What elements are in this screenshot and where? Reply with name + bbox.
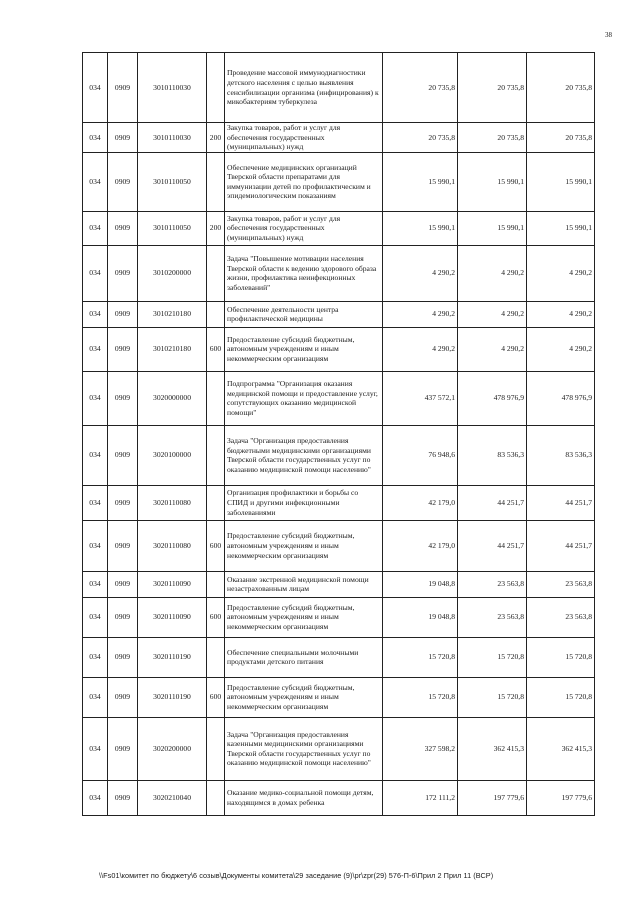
amount-year2-cell: 44 251,7 bbox=[458, 520, 527, 571]
ministry-code-cell: 034 bbox=[83, 520, 108, 571]
description-cell: Задача "Организация предоставления бюджетными медицинскими организациями Тверской области государственных услуг по оказанию медицинской помощи населению" bbox=[225, 425, 383, 485]
table-row bbox=[83, 123, 595, 153]
amount-year2-cell: 15 720,8 bbox=[458, 637, 527, 677]
target-article-cell: 3020110080 bbox=[138, 520, 207, 571]
amount-year1-cell: 327 598,2 bbox=[383, 717, 458, 780]
section-code-cell: 0909 bbox=[108, 327, 138, 371]
expense-type-cell bbox=[207, 637, 225, 677]
target-article-cell: 3010110030 bbox=[138, 123, 207, 153]
table-row bbox=[83, 485, 595, 520]
expense-type-cell bbox=[207, 245, 225, 301]
target-article-cell: 3020000000 bbox=[138, 371, 207, 425]
section-code-cell: 0909 bbox=[108, 211, 138, 245]
amount-year1-cell: 20 735,8 bbox=[383, 53, 458, 123]
ministry-code-cell: 034 bbox=[83, 123, 108, 153]
amount-year3-cell: 362 415,3 bbox=[527, 717, 595, 780]
amount-year1-cell: 15 990,1 bbox=[383, 211, 458, 245]
target-article-cell: 3020210040 bbox=[138, 780, 207, 815]
target-article-cell: 3020110080 bbox=[138, 485, 207, 520]
section-code-cell: 0909 bbox=[108, 123, 138, 153]
expense-type-cell bbox=[207, 485, 225, 520]
target-article-cell: 3010210180 bbox=[138, 327, 207, 371]
table-row bbox=[83, 301, 595, 327]
table-body bbox=[83, 53, 595, 816]
amount-year2-cell: 20 735,8 bbox=[458, 123, 527, 153]
table-row bbox=[83, 152, 595, 211]
amount-year3-cell: 15 990,1 bbox=[527, 152, 595, 211]
table-row bbox=[83, 327, 595, 371]
amount-year3-cell: 478 976,9 bbox=[527, 371, 595, 425]
amount-year2-cell: 4 290,2 bbox=[458, 327, 527, 371]
table-row bbox=[83, 637, 595, 677]
amount-year3-cell: 4 290,2 bbox=[527, 301, 595, 327]
target-article-cell: 3020110090 bbox=[138, 597, 207, 637]
table-row bbox=[83, 597, 595, 637]
expense-type-cell bbox=[207, 717, 225, 780]
expense-type-cell: 600 bbox=[207, 520, 225, 571]
table-row bbox=[83, 53, 595, 123]
ministry-code-cell: 034 bbox=[83, 425, 108, 485]
amount-year1-cell: 15 990,1 bbox=[383, 152, 458, 211]
section-code-cell: 0909 bbox=[108, 597, 138, 637]
table-row bbox=[83, 780, 595, 815]
target-article-cell: 3010110030 bbox=[138, 53, 207, 123]
amount-year2-cell: 23 563,8 bbox=[458, 571, 527, 597]
section-code-cell: 0909 bbox=[108, 637, 138, 677]
amount-year3-cell: 44 251,7 bbox=[527, 520, 595, 571]
target-article-cell: 3020110190 bbox=[138, 677, 207, 717]
amount-year2-cell: 23 563,8 bbox=[458, 597, 527, 637]
expense-type-cell: 200 bbox=[207, 211, 225, 245]
ministry-code-cell: 034 bbox=[83, 677, 108, 717]
target-article-cell: 3010110050 bbox=[138, 211, 207, 245]
ministry-code-cell: 034 bbox=[83, 571, 108, 597]
section-code-cell: 0909 bbox=[108, 152, 138, 211]
ministry-code-cell: 034 bbox=[83, 53, 108, 123]
amount-year3-cell: 4 290,2 bbox=[527, 245, 595, 301]
target-article-cell: 3010110050 bbox=[138, 152, 207, 211]
section-code-cell: 0909 bbox=[108, 425, 138, 485]
amount-year1-cell: 15 720,8 bbox=[383, 677, 458, 717]
table-row bbox=[83, 425, 595, 485]
amount-year3-cell: 4 290,2 bbox=[527, 327, 595, 371]
target-article-cell: 3020200000 bbox=[138, 717, 207, 780]
amount-year1-cell: 42 179,0 bbox=[383, 520, 458, 571]
amount-year1-cell: 4 290,2 bbox=[383, 327, 458, 371]
ministry-code-cell: 034 bbox=[83, 597, 108, 637]
amount-year2-cell: 20 735,8 bbox=[458, 53, 527, 123]
table-row bbox=[83, 520, 595, 571]
ministry-code-cell: 034 bbox=[83, 780, 108, 815]
amount-year3-cell: 20 735,8 bbox=[527, 53, 595, 123]
section-code-cell: 0909 bbox=[108, 677, 138, 717]
table-row bbox=[83, 571, 595, 597]
description-cell: Подпрограмма "Организация оказания медицинской помощи и предоставление услуг, сопутствующих оказанию медицинской помощи" bbox=[225, 371, 383, 425]
amount-year1-cell: 172 111,2 bbox=[383, 780, 458, 815]
ministry-code-cell: 034 bbox=[83, 717, 108, 780]
amount-year2-cell: 478 976,9 bbox=[458, 371, 527, 425]
section-code-cell: 0909 bbox=[108, 571, 138, 597]
section-code-cell: 0909 bbox=[108, 245, 138, 301]
amount-year2-cell: 15 990,1 bbox=[458, 152, 527, 211]
budget-table bbox=[82, 52, 595, 816]
table-row bbox=[83, 677, 595, 717]
amount-year1-cell: 42 179,0 bbox=[383, 485, 458, 520]
description-cell: Обеспечение специальными молочными продуктами детского питания bbox=[225, 637, 383, 677]
target-article-cell: 3020110190 bbox=[138, 637, 207, 677]
amount-year3-cell: 23 563,8 bbox=[527, 597, 595, 637]
section-code-cell: 0909 bbox=[108, 485, 138, 520]
table-row bbox=[83, 371, 595, 425]
expense-type-cell bbox=[207, 152, 225, 211]
ministry-code-cell: 034 bbox=[83, 327, 108, 371]
amount-year1-cell: 4 290,2 bbox=[383, 301, 458, 327]
amount-year3-cell: 15 720,8 bbox=[527, 637, 595, 677]
expense-type-cell: 600 bbox=[207, 327, 225, 371]
expense-type-cell: 600 bbox=[207, 677, 225, 717]
section-code-cell: 0909 bbox=[108, 371, 138, 425]
amount-year1-cell: 437 572,1 bbox=[383, 371, 458, 425]
amount-year1-cell: 15 720,8 bbox=[383, 637, 458, 677]
amount-year2-cell: 15 720,8 bbox=[458, 677, 527, 717]
amount-year3-cell: 44 251,7 bbox=[527, 485, 595, 520]
amount-year2-cell: 83 536,3 bbox=[458, 425, 527, 485]
amount-year1-cell: 4 290,2 bbox=[383, 245, 458, 301]
description-cell: Обеспечение деятельности центра профилактической медицины bbox=[225, 301, 383, 327]
table-row bbox=[83, 717, 595, 780]
amount-year1-cell: 76 948,6 bbox=[383, 425, 458, 485]
amount-year2-cell: 4 290,2 bbox=[458, 245, 527, 301]
amount-year3-cell: 15 720,8 bbox=[527, 677, 595, 717]
amount-year2-cell: 44 251,7 bbox=[458, 485, 527, 520]
expense-type-cell bbox=[207, 425, 225, 485]
description-cell: Предоставление субсидий бюджетным, автономным учреждениям и иным некоммерческим организациям bbox=[225, 597, 383, 637]
description-cell: Закупка товаров, работ и услуг для обеспечения государственных (муниципальных) нужд bbox=[225, 123, 383, 153]
amount-year2-cell: 197 779,6 bbox=[458, 780, 527, 815]
amount-year1-cell: 20 735,8 bbox=[383, 123, 458, 153]
description-cell: Закупка товаров, работ и услуг для обеспечения государственных (муниципальных) нужд bbox=[225, 211, 383, 245]
section-code-cell: 0909 bbox=[108, 520, 138, 571]
description-cell: Оказание медико-социальной помощи детям, находящимся в домах ребенка bbox=[225, 780, 383, 815]
amount-year3-cell: 83 536,3 bbox=[527, 425, 595, 485]
target-article-cell: 3020110090 bbox=[138, 571, 207, 597]
amount-year2-cell: 15 990,1 bbox=[458, 211, 527, 245]
ministry-code-cell: 034 bbox=[83, 637, 108, 677]
ministry-code-cell: 034 bbox=[83, 211, 108, 245]
amount-year2-cell: 362 415,3 bbox=[458, 717, 527, 780]
description-cell: Предоставление субсидий бюджетным, автономным учреждениям и иным некоммерческим организациям bbox=[225, 327, 383, 371]
target-article-cell: 3010200000 bbox=[138, 245, 207, 301]
amount-year3-cell: 23 563,8 bbox=[527, 571, 595, 597]
ministry-code-cell: 034 bbox=[83, 301, 108, 327]
amount-year2-cell: 4 290,2 bbox=[458, 301, 527, 327]
description-cell: Проведение массовой иммунодиагностики детского населения с целью выявления сенсибилизации организма (инфицирования) к микобактериям туберкулеза bbox=[225, 53, 383, 123]
expense-type-cell bbox=[207, 780, 225, 815]
amount-year1-cell: 19 048,8 bbox=[383, 571, 458, 597]
description-cell: Задача "Организация предоставления казенными медицинскими организациями Тверской области государственных услуг по оказанию медицинской помощи населению" bbox=[225, 717, 383, 780]
footer-file-path: \\Fs01\комитет по бюджету\6 созыв\Документы комитета\29 заседание (9)\pr\zpr(29) 576-П-6\Прил 2 Прил 11 (ВСР) bbox=[99, 871, 494, 880]
description-cell: Оказание экстренной медицинской помощи незастрахованным лицам bbox=[225, 571, 383, 597]
ministry-code-cell: 034 bbox=[83, 152, 108, 211]
section-code-cell: 0909 bbox=[108, 53, 138, 123]
ministry-code-cell: 034 bbox=[83, 485, 108, 520]
expense-type-cell: 600 bbox=[207, 597, 225, 637]
expense-type-cell bbox=[207, 371, 225, 425]
section-code-cell: 0909 bbox=[108, 780, 138, 815]
amount-year3-cell: 15 990,1 bbox=[527, 211, 595, 245]
expense-type-cell bbox=[207, 53, 225, 123]
section-code-cell: 0909 bbox=[108, 301, 138, 327]
ministry-code-cell: 034 bbox=[83, 245, 108, 301]
description-cell: Предоставление субсидий бюджетным, автономным учреждениям и иным некоммерческим организациям bbox=[225, 520, 383, 571]
section-code-cell: 0909 bbox=[108, 717, 138, 780]
description-cell: Задача "Повышение мотивации населения Тверской области к ведению здорового образа жизни, профилактика неинфекционных заболеваний" bbox=[225, 245, 383, 301]
expense-type-cell bbox=[207, 571, 225, 597]
target-article-cell: 3010210180 bbox=[138, 301, 207, 327]
table-row bbox=[83, 245, 595, 301]
amount-year1-cell: 19 048,8 bbox=[383, 597, 458, 637]
table-row bbox=[83, 211, 595, 245]
description-cell: Предоставление субсидий бюджетным, автономным учреждениям и иным некоммерческим организациям bbox=[225, 677, 383, 717]
expense-type-cell bbox=[207, 301, 225, 327]
amount-year3-cell: 197 779,6 bbox=[527, 780, 595, 815]
amount-year3-cell: 20 735,8 bbox=[527, 123, 595, 153]
ministry-code-cell: 034 bbox=[83, 371, 108, 425]
expense-type-cell: 200 bbox=[207, 123, 225, 153]
target-article-cell: 3020100000 bbox=[138, 425, 207, 485]
description-cell: Обеспечение медицинских организаций Тверской области препаратами для иммунизации детей по профилактическим и эпидемиологическим показаниям bbox=[225, 152, 383, 211]
page-number: 38 bbox=[605, 31, 612, 39]
description-cell: Организация профилактики и борьбы со СПИД и другими инфекционными заболеваниями bbox=[225, 485, 383, 520]
